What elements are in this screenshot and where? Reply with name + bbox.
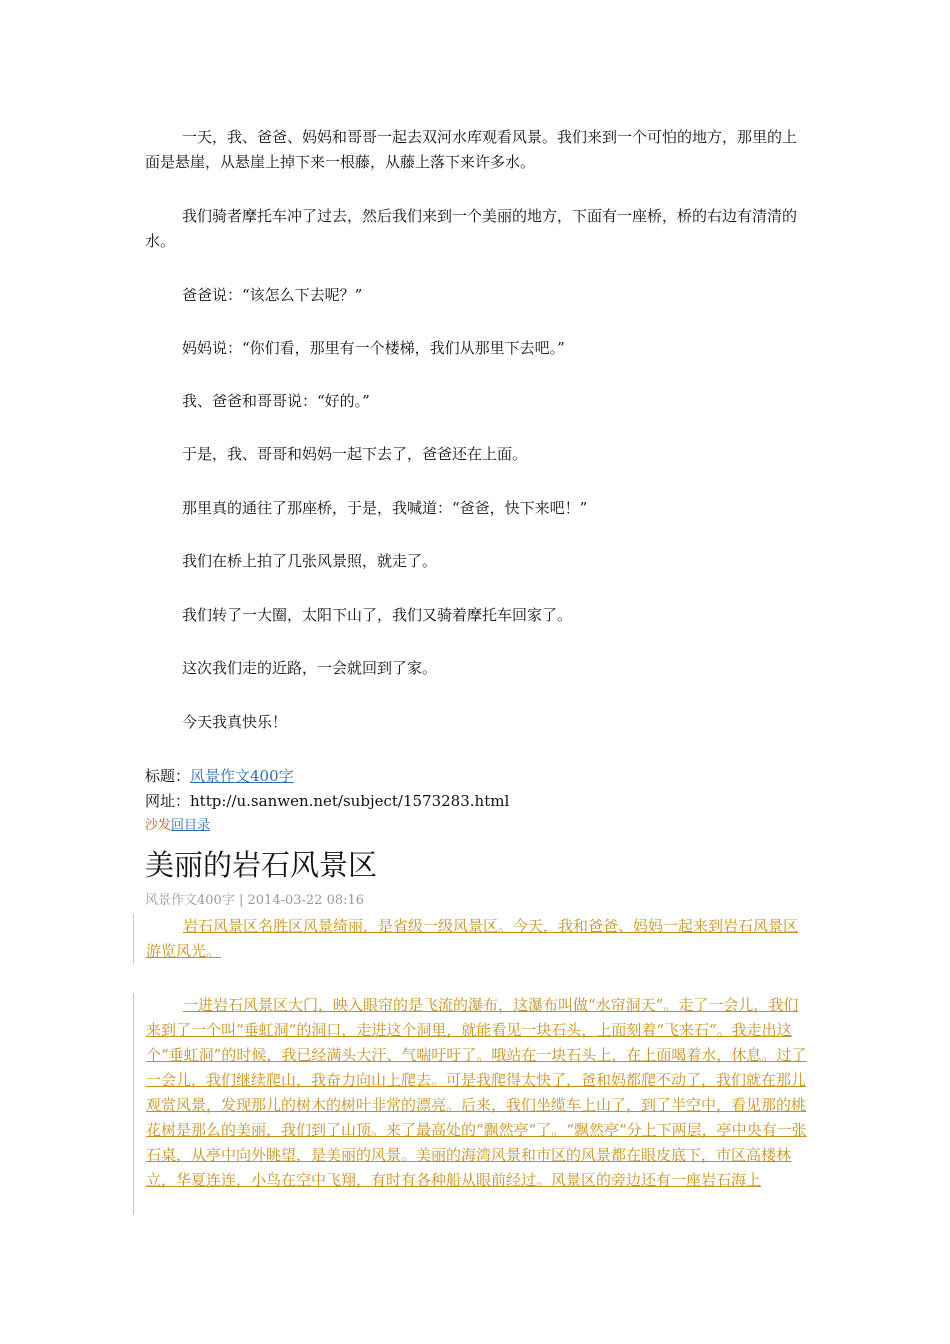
article-date: 2014-03-22 08:16: [247, 893, 365, 908]
article-paragraph-link[interactable]: 一进岩石风景区大门，映入眼帘的是飞流的瀑布，这瀑布叫做“水帘洞天”。走了一会儿，我们来到了一个叫“垂虹洞“的洞口，走进这个洞里，就能看见一块石头，上面刻着“飞来石“。我走出这个“垂虹洞”的时候，我已经满头大汗、气喘吁吁了。哦站在一块石头上，在上面喝着水，休息。过了一会儿，我们继续爬山，我奋力向山上爬去。可是我爬得太快了，爸和妈都爬不动了，我们就在那儿观赏风景，发现那儿的树木的树叶非常的漂亮。后来，我们坐缆车上山了，到了半空中，看见那的桃花树是那么的美丽，我们到了山顶。来了最高处的“飘然亭“了。“飘然亭“分上下两层，亭中央有一张石桌，从亭中向外眺望，是美丽的风景。美丽的海湾风景和市区的风景都在眼皮底下，市区高楼林立，华夏连连，小鸟在空中飞翔，有时有各种船从眼前经过。风景区的旁边还有一座岩石海上: [146, 996, 807, 1189]
story-paragraph: 于是，我、哥哥和妈妈一起下去了，爸爸还在上面。: [182, 445, 528, 463]
article-quote-block: [133, 914, 811, 964]
back-to-index-link[interactable]: 回目录: [171, 818, 211, 833]
story-paragraph: 这次我们走的近路，一会就回到了家。: [182, 659, 438, 677]
story-paragraph: 我们转了一大圈，太阳下山了，我们又骑着摩托车回家了。: [182, 606, 573, 624]
url-label: 网址：: [145, 792, 191, 810]
article-quote-block: [133, 993, 811, 1215]
story-paragraph: 爸爸说：“该怎么下去呢？”: [182, 286, 363, 304]
title-label: 标题：: [145, 767, 191, 785]
story-paragraph: 那里真的通往了那座桥，于是，我喊道：“爸爸，快下来吧！”: [182, 499, 588, 517]
story-paragraph: 今天我真快乐！: [182, 713, 288, 731]
story-paragraph: 我们骑者摩托车冲了过去，然后我们来到一个美丽的地方，下面有一座桥，桥的右边有清清的水。: [145, 207, 798, 250]
url-line: [145, 789, 509, 814]
story-paragraph: 妈妈说：“你们看，那里有一个楼梯，我们从那里下去吧。”: [182, 339, 565, 357]
meta-separator: |: [238, 893, 244, 908]
story-paragraph: 我、爸爸和哥哥说：“好的。”: [182, 392, 370, 410]
article-category[interactable]: 风景作文400字: [145, 893, 235, 908]
title-line: [145, 764, 294, 789]
nav-links: [145, 815, 210, 837]
story-paragraph: 我们在桥上拍了几张风景照，就走了。: [182, 552, 438, 570]
article-meta: [145, 891, 364, 911]
sofa-link[interactable]: 沙发: [145, 818, 172, 833]
article-title: 美丽的岩石风景区: [145, 848, 378, 882]
article-paragraph-link[interactable]: 岩石风景区名胜区风景绮丽，是省级一级风景区。今天，我和爸爸、妈妈一起来到岩石风景区游览风光。: [146, 917, 799, 960]
url-value: http://u.sanwen.net/subject/1573283.html: [190, 792, 510, 810]
story-paragraph: 一天，我、爸爸、妈妈和哥哥一起去双河水库观看风景。我们来到一个可怕的地方，那里的上面是悬崖，从悬崖上掉下来一根藤，从藤上落下来许多水。: [145, 128, 798, 171]
title-link[interactable]: 风景作文400字: [190, 767, 294, 785]
